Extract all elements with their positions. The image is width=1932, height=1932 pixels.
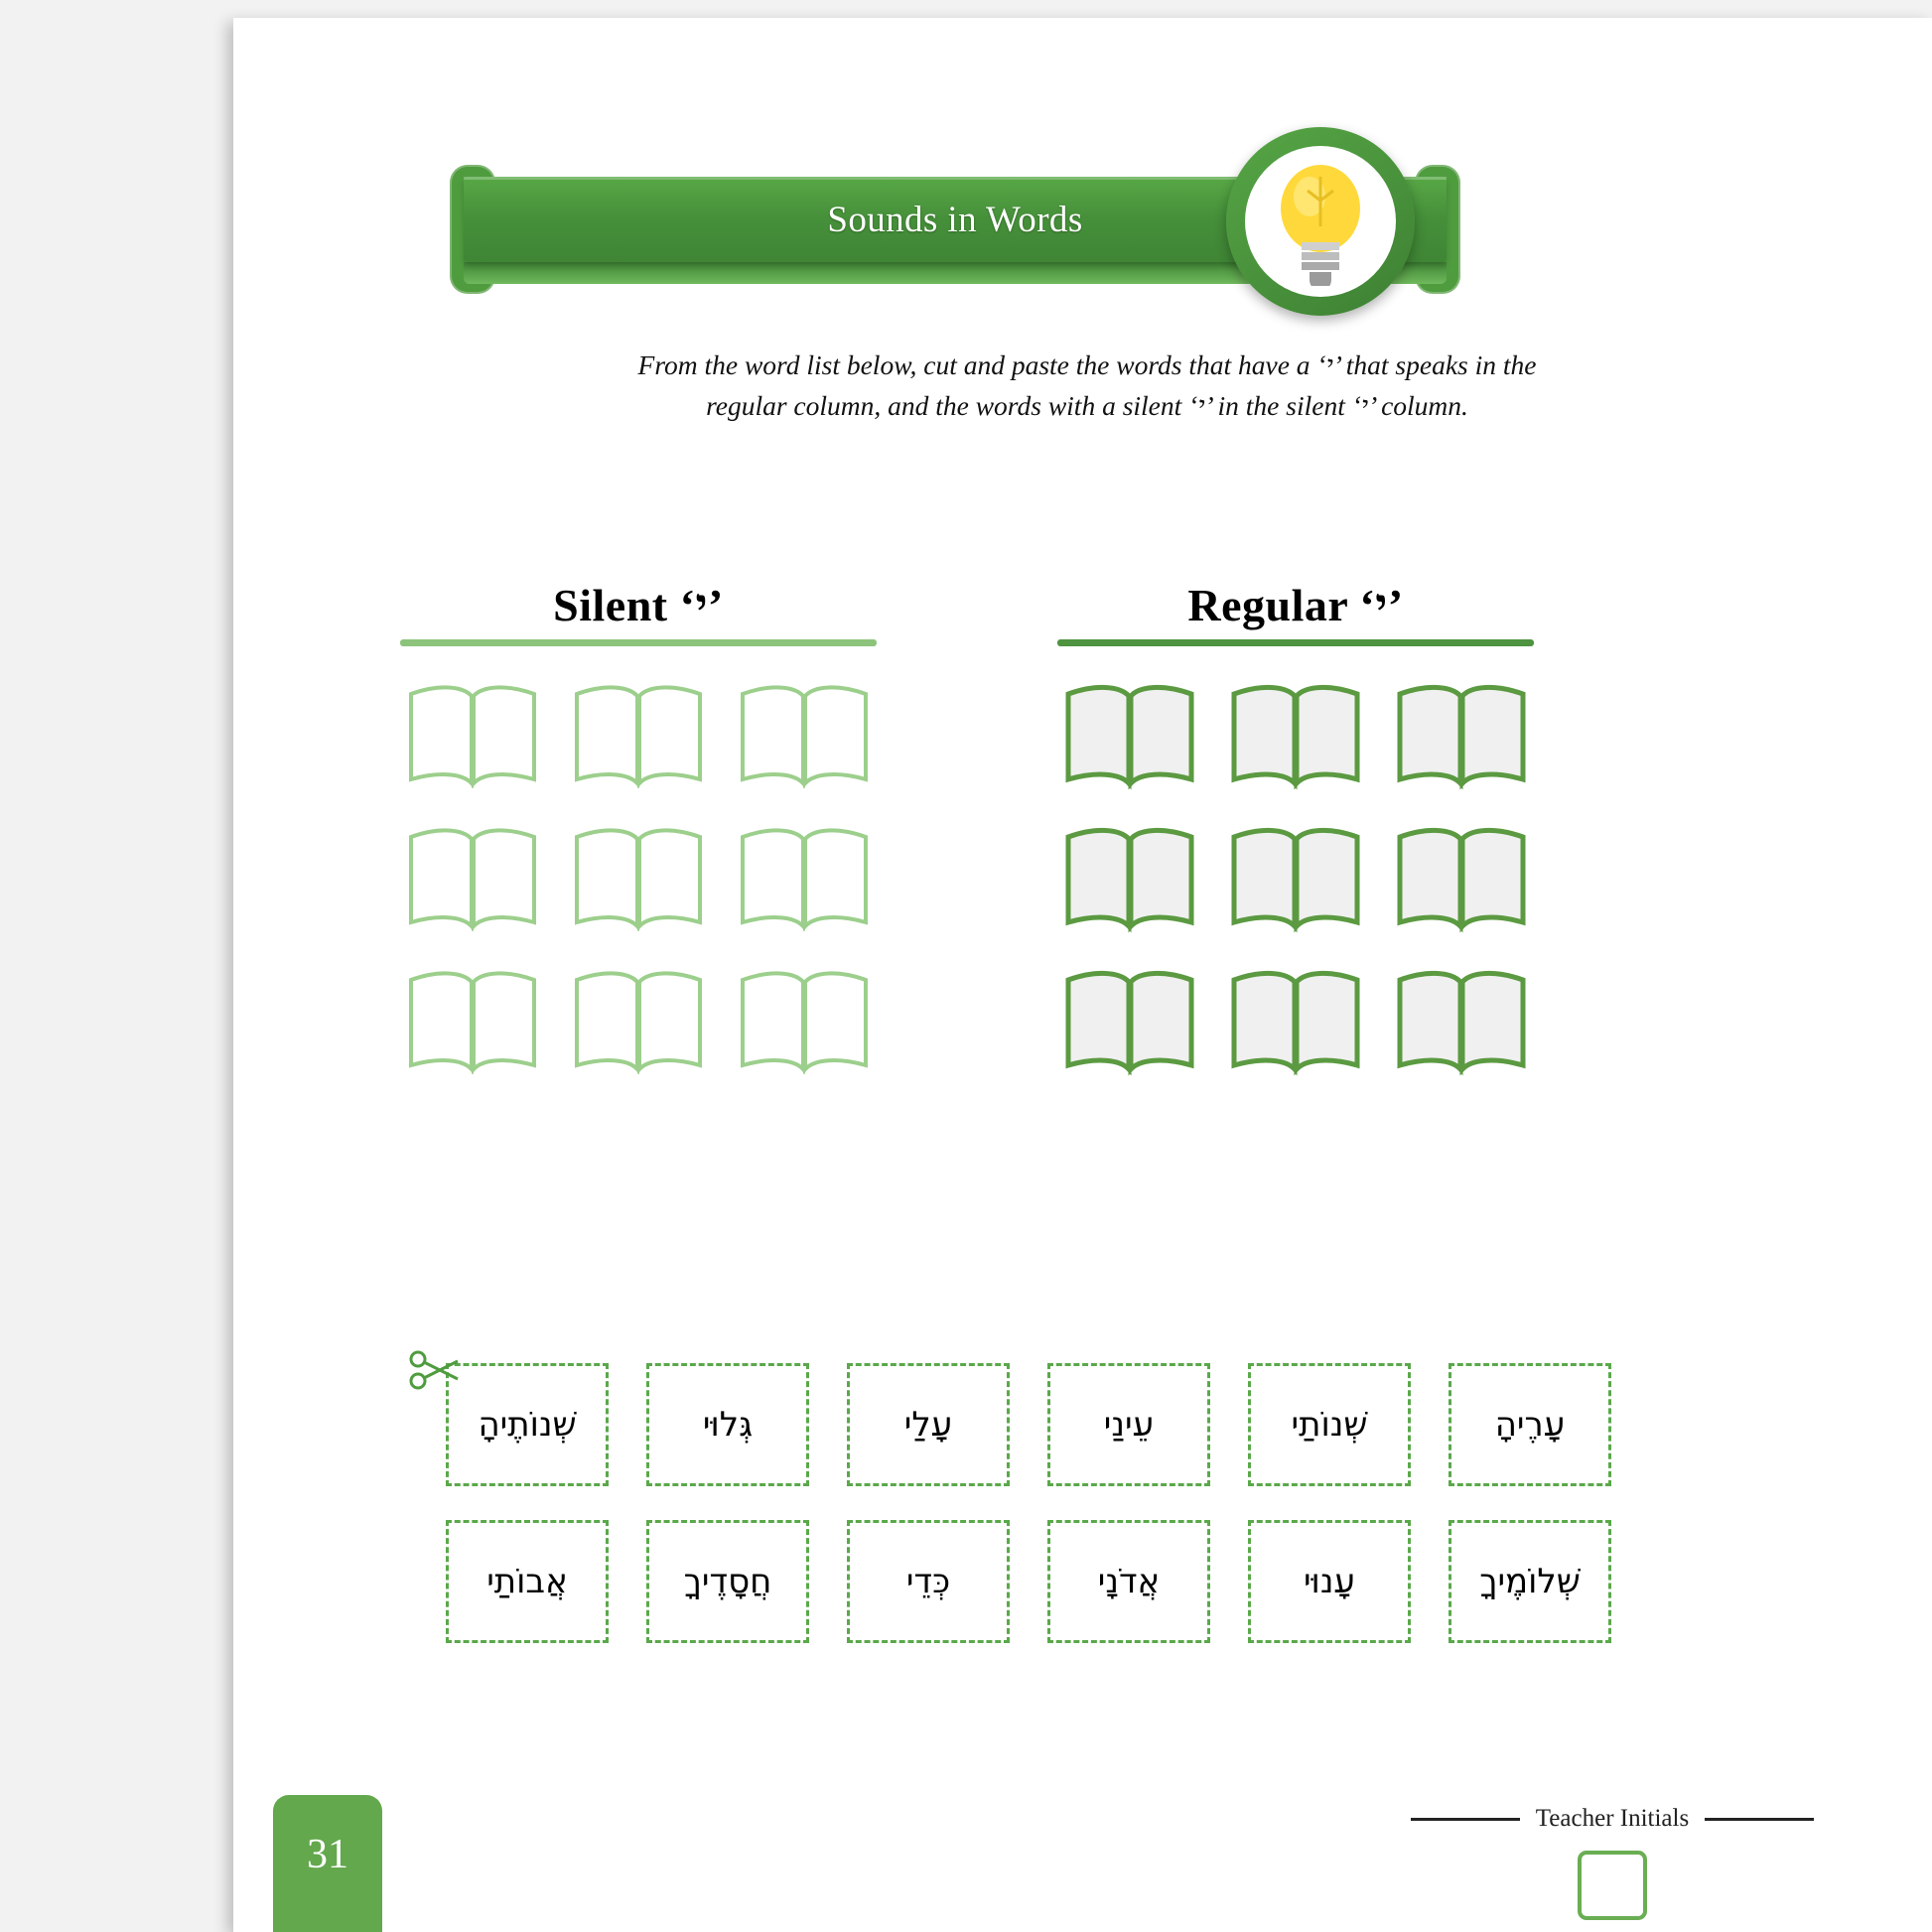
word-card[interactable]: עָלַי [847,1363,1010,1486]
book-slot[interactable] [1394,823,1529,934]
column-rule-silent [400,639,877,646]
teacher-initials-label: Teacher Initials [1535,1805,1690,1832]
book-grid-regular [1057,680,1534,1077]
word-row [382,1520,1802,1643]
scissors-icon [408,1349,462,1391]
word-card[interactable]: כְּדֵי [847,1520,1010,1643]
book-grid-silent [400,680,877,1077]
word-card[interactable]: שְׁנוֹתַי [1248,1363,1411,1486]
sorting-columns [233,579,1932,1105]
book-slot[interactable] [571,966,706,1077]
book-slot[interactable] [1228,680,1363,791]
book-slot[interactable] [737,680,872,791]
word-card[interactable]: שְׁלוֹמֶיךָ [1449,1520,1611,1643]
word-card[interactable]: עָרֶיהָ [1449,1363,1611,1486]
teacher-initials-label-row [1379,1805,1846,1833]
column-silent [400,579,877,1077]
word-card[interactable]: גְּלוּי [646,1363,809,1486]
lightbulb-badge [1226,127,1415,316]
teacher-initials [1379,1805,1846,1920]
rule-left [1411,1818,1520,1821]
word-card[interactable]: אֲבוֹתַי [446,1520,609,1643]
book-slot[interactable] [571,823,706,934]
word-card[interactable]: שְׁנוֹתֶיהָ [446,1363,609,1486]
instructions-line-2: regular column, and the words with a silent ‘י’ in the silent ‘י’ column. [706,389,1468,421]
word-card[interactable]: חֲסָדֶיךָ [646,1520,809,1643]
page-number-tab: 31 [273,1795,382,1932]
column-title-regular: Regular ‘י’ [1187,580,1404,630]
book-slot[interactable] [1394,680,1529,791]
word-card[interactable]: אֲדֹנָי [1047,1520,1210,1643]
banner-title: Sounds in Words [827,199,1083,240]
worksheet-page [233,18,1932,1932]
column-regular [1057,579,1534,1077]
instructions-line-1: From the word list below, cut and paste the words that have a ‘י’ that speaks in the [637,349,1537,380]
lightbulb-badge-inner [1245,146,1396,297]
column-title-silent: Silent ‘י’ [553,580,724,630]
rule-right [1705,1818,1814,1821]
book-slot[interactable] [405,966,540,1077]
book-slot[interactable] [1394,966,1529,1077]
teacher-initials-box[interactable] [1578,1851,1647,1920]
word-bank [382,1363,1802,1677]
column-rule-regular [1057,639,1534,646]
lightbulb-icon [1266,157,1375,286]
book-slot[interactable] [405,823,540,934]
book-slot[interactable] [1228,966,1363,1077]
word-row [382,1363,1802,1486]
book-slot[interactable] [737,966,872,1077]
banner [422,127,1534,316]
instructions [531,345,1643,426]
book-slot[interactable] [1228,823,1363,934]
word-card[interactable]: עָנוּי [1248,1520,1411,1643]
book-slot[interactable] [1062,966,1197,1077]
book-slot[interactable] [1062,823,1197,934]
book-slot[interactable] [405,680,540,791]
book-slot[interactable] [737,823,872,934]
word-card[interactable]: עֵינַי [1047,1363,1210,1486]
book-slot[interactable] [571,680,706,791]
book-slot[interactable] [1062,680,1197,791]
